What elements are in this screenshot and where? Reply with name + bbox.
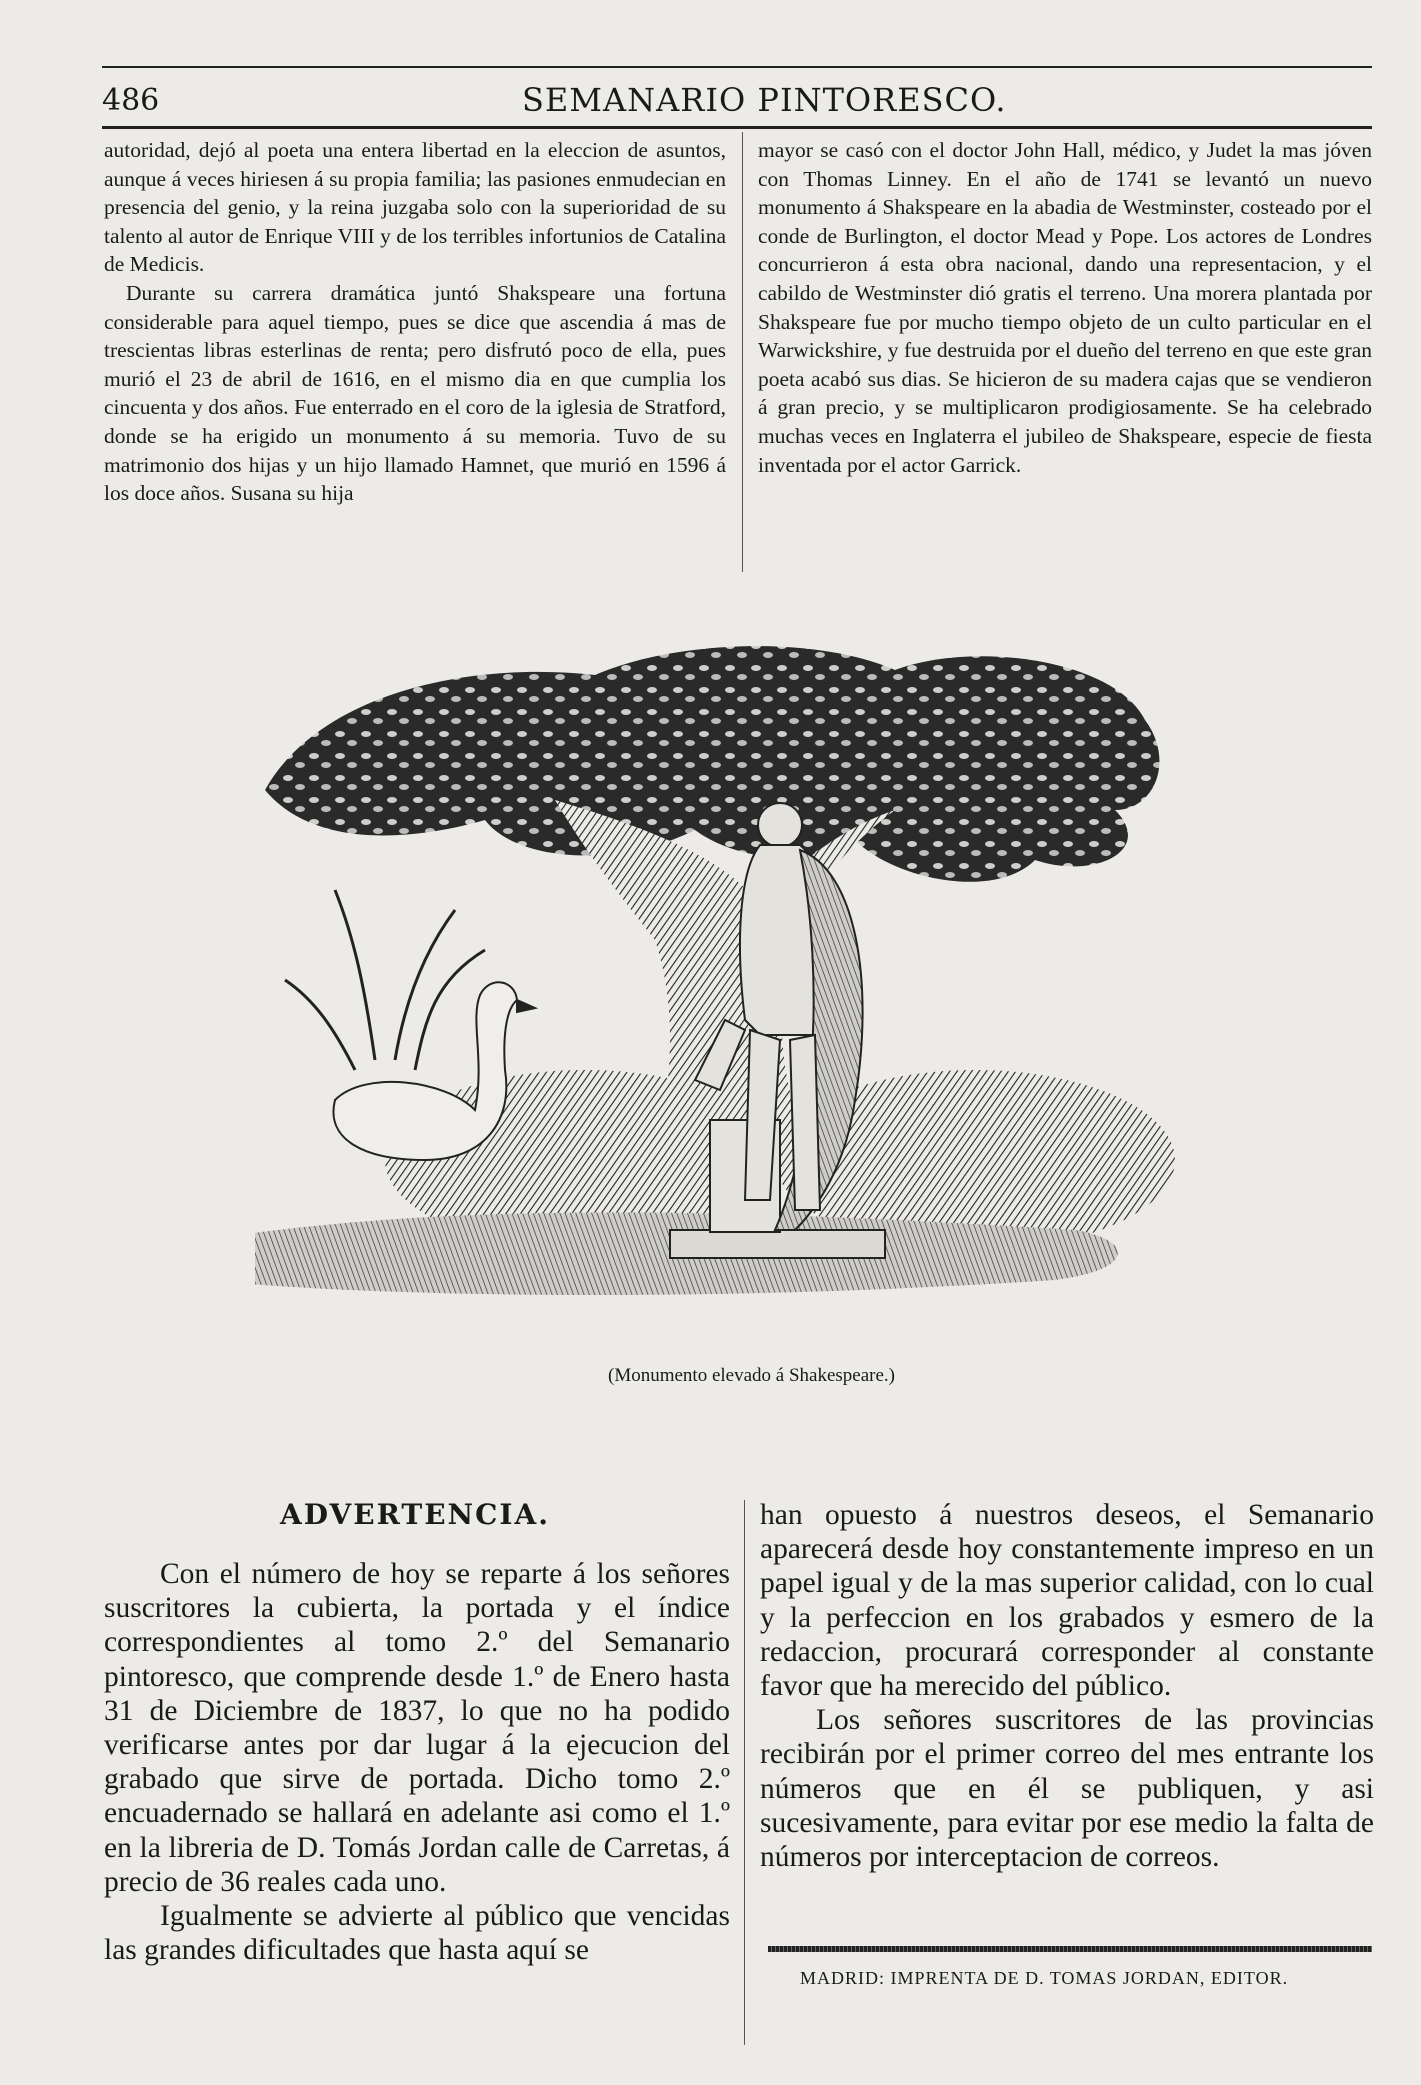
page-header — [102, 78, 1372, 122]
journal-title: SEMANARIO PINTORESCO. — [522, 81, 1007, 119]
article-column-left — [104, 136, 726, 508]
tree-canopy — [265, 646, 1159, 882]
advertencia-column-right — [760, 1498, 1374, 1874]
imprint-rule — [768, 1946, 1372, 1952]
advertencia-paragraph: Con el número de hoy se reparte á los señores suscritores la cubierta, la portada y el índice correspondientes al tomo 2.º del Semanario pintoresco, que comprende desde 1.º de Enero hasta 31 de Diciembre de 1837, lo que no ha podido verificarse antes por dar lugar á la ejecucion del grabado que sirve de portada. Dicho tomo 2.º encuadernado se hallará en adelante asi como el 1.º en la libreria de D. Tomás Jordan calle de Carretas, á precio de 36 reales cada uno. — [104, 1558, 730, 1898]
printer-imprint: MADRID: IMPRENTA DE D. TOMAS JORDAN, EDITOR. — [800, 1968, 1289, 1988]
advertencia-paragraph: Igualmente se advierte al público que vencidas las grandes dificultades que hasta aquí se — [104, 1900, 730, 1967]
pedestal-base — [670, 1230, 885, 1258]
shakespeare-monument-engraving — [255, 640, 1405, 1340]
header-rule-top — [102, 66, 1372, 68]
article-paragraph: Durante su carrera dramática juntó Shakspeare una fortuna considerable para aquel tiempo, pues se dice que ascendia á mas de trescientas libras esterlinas de renta; pero disfrutó poco de ella, pues murió el 23 de abril de 1616, en el mismo dia en que cumplia los cincuenta y dos años. Fue enterrado en el coro de la iglesia de Stratford, donde se ha erigido un monumento á su memoria. Tuvo de su matrimonio dos hijas y un hijo llamado Hamnet, que murió en 1596 á los doce años. Susana su hija — [104, 280, 726, 506]
advertencia-title: ADVERTENCIA. — [280, 1498, 550, 1531]
advertencia-paragraph: han opuesto á nuestros deseos, el Semanario aparecerá desde hoy constantemente impreso en un papel igual y de la mas superior calidad, con lo cual y la perfeccion en los grabados y esmero de la redaccion, procurará corresponder al constante favor que ha merecido del público. — [760, 1499, 1374, 1703]
article-paragraph: mayor se casó con el doctor John Hall, médico, y Judet la mas jóven con Thomas Linney. En el año de 1741 se levantó un nuevo monumento á Shakspeare en la abadia de Westminster, costeado por el conde de Burlington, el doctor Mead y Pope. Los actores de Londres concurrieron á esta obra nacional, dando una representacion, y el cabildo de Westminster dió gratis el terreno. Una morera plantada por Shakspeare fue por mucho tiempo objeto de un culto particular en el Warwickshire, y fue destruida por el dueño del terreno en que este gran poeta acabó sus dias. Se hicieron de su madera cajas que se vendieron á gran precio, y se multiplicaron prodigiosamente. Se ha celebrado muchas veces en Inglaterra el jubileo de Shakspeare, especie de fiesta inventada por el actor Garrick. — [758, 138, 1372, 477]
illustration-caption: (Monumento elevado á Shakespeare.) — [608, 1365, 896, 1386]
advertencia-column-left — [104, 1557, 730, 1967]
reeds — [285, 890, 485, 1070]
article-column-right — [758, 136, 1372, 479]
header-rule-bottom — [102, 126, 1372, 129]
page-number: 486 — [102, 82, 160, 118]
column-divider — [742, 132, 743, 572]
advertencia-column-divider — [744, 1500, 745, 2045]
article-paragraph: autoridad, dejó al poeta una entera libertad en la eleccion de asuntos, aunque á veces hiriesen á su propia familia; las pasiones enmudecian en presencia del genio, y la reina juzgaba solo con la superioridad de su talento al autor de Enrique VIII y de los terribles infortunios de Catalina de Medicis. — [104, 138, 726, 277]
advertencia-paragraph: Los señores suscritores de las provincias recibirán por el primer correo del mes entrante los números que en él se publiquen, y asi sucesivamente, para evitar por ese medio la falta de números por interceptacion de correos. — [760, 1704, 1374, 1874]
